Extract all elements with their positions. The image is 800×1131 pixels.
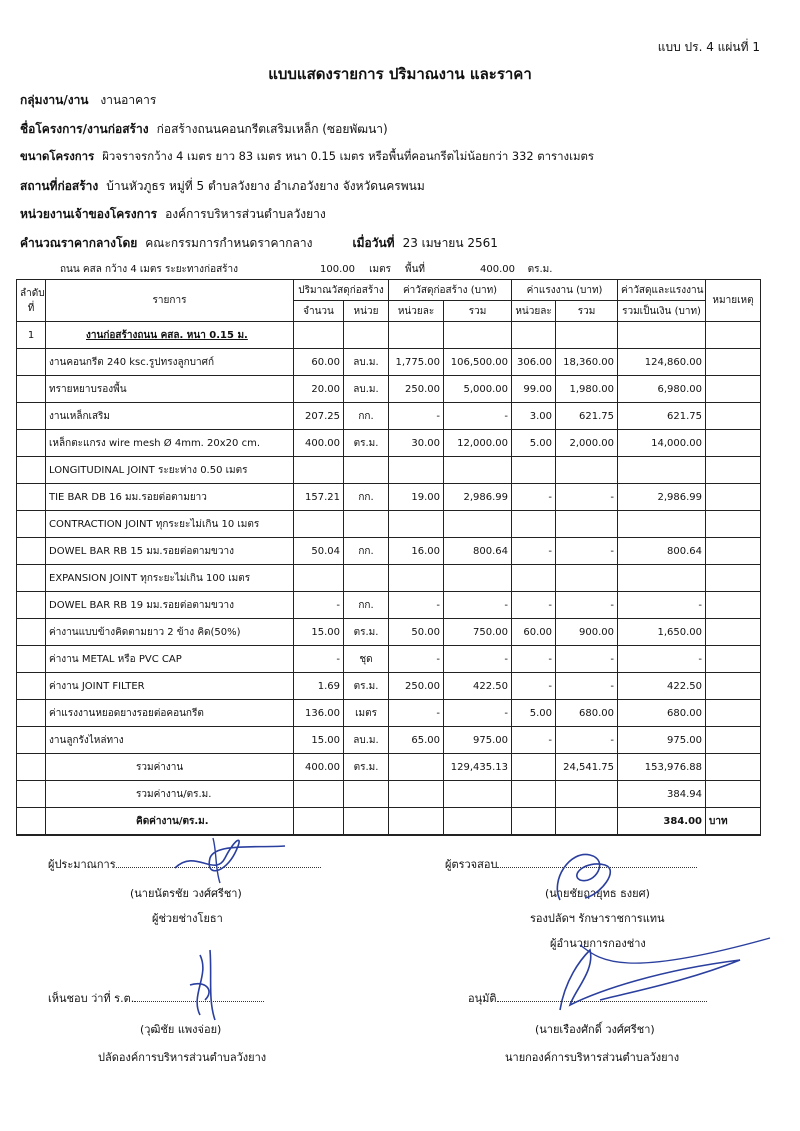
total-row-mat-sum: 129,435.13 — [444, 754, 512, 781]
row-lab-unit: 99.00 — [512, 376, 556, 403]
row-mat-unit: - — [389, 592, 444, 619]
total-row — [17, 754, 761, 781]
per-sqm-label: รวมค่างาน/ตร.ม. — [46, 781, 294, 808]
row-mat-sum: - — [444, 646, 512, 673]
th-item: รายการ — [46, 280, 294, 322]
header-owner-label: หน่วยงานเจ้าของโครงการ — [20, 207, 158, 221]
row-unit: ลบ.ม. — [344, 349, 389, 376]
row-remark — [706, 565, 761, 592]
table-row — [17, 430, 761, 457]
subheader-area: 400.00 — [480, 264, 515, 275]
row-no-cell — [17, 619, 46, 646]
row-total: - — [618, 592, 706, 619]
row-lab-unit — [512, 565, 556, 592]
row-unit: เมตร — [344, 700, 389, 727]
header-size — [20, 148, 594, 166]
handwritten-signature-checker — [540, 840, 630, 910]
row-lab-sum: - — [556, 484, 618, 511]
row-mat-sum: 422.50 — [444, 673, 512, 700]
sig-estimator-name: (นายนัตรชัย วงศ์ศรีชา) — [130, 887, 242, 900]
header-project-label: ชื่อโครงการ/งานก่อสร้าง — [20, 122, 149, 136]
row-total: 422.50 — [618, 673, 706, 700]
row-lab-unit: 60.00 — [512, 619, 556, 646]
th-remark: หมายเหตุ — [706, 280, 761, 322]
row-qty: 15.00 — [294, 727, 344, 754]
row-unit: กก. — [344, 403, 389, 430]
sig-checker-position2: ผู้อำนวยการกองช่าง — [550, 937, 646, 950]
row-no-cell — [17, 565, 46, 592]
section-row — [17, 322, 761, 349]
row-mat-sum: 750.00 — [444, 619, 512, 646]
row-qty: 400.00 — [294, 430, 344, 457]
row-item: LONGITUDINAL JOINT ระยะห่าง 0.50 เมตร — [46, 457, 294, 484]
row-lab-unit: 306.00 — [512, 349, 556, 376]
row-mat-sum — [444, 565, 512, 592]
form-number: แบบ ปร. 4 แผ่นที่ 1 — [657, 40, 760, 54]
row-total: 6,980.00 — [618, 376, 706, 403]
th-labor-unit-price: หน่วยละ — [512, 301, 556, 322]
row-lab-unit: 5.00 — [512, 430, 556, 457]
th-material-cost: ค่าวัสดุก่อสร้าง (บาท) — [389, 280, 512, 301]
total-row-label: รวมค่างาน — [46, 754, 294, 781]
subheader-area-label: พื้นที่ — [405, 264, 426, 275]
row-no-cell — [17, 511, 46, 538]
table-row — [17, 457, 761, 484]
row-lab-sum: - — [556, 592, 618, 619]
row-item: DOWEL BAR RB 19 มม.รอยต่อตามขวาง — [46, 592, 294, 619]
th-sum: รวม — [444, 301, 512, 322]
subheader — [60, 262, 565, 277]
section-no: 1 — [17, 322, 46, 349]
header-estimator-label: คำนวณราคากลางโดย — [20, 236, 138, 250]
subheader-area-unit: ตร.ม. — [527, 264, 553, 275]
header-location-label: สถานที่ก่อสร้าง — [20, 179, 99, 193]
table-row — [17, 511, 761, 538]
row-unit: ลบ.ม. — [344, 727, 389, 754]
th-material-qty: ปริมาณวัสดุก่อสร้าง — [294, 280, 389, 301]
row-mat-sum: - — [444, 700, 512, 727]
subheader-road: ถนน คสล กว้าง 4 เมตร ระยะทางก่อสร้าง — [60, 264, 239, 275]
row-no-cell — [17, 592, 46, 619]
row-remark — [706, 592, 761, 619]
total-row-lab-sum: 24,541.75 — [556, 754, 618, 781]
row-mat-unit: 16.00 — [389, 538, 444, 565]
sig-estimator-position: ผู้ช่วยช่างโยธา — [152, 912, 223, 925]
final-total: 384.00 — [618, 808, 706, 836]
row-total — [618, 511, 706, 538]
row-lab-sum: - — [556, 646, 618, 673]
header-estimator-value: คณะกรรมการกำหนดราคากลาง — [145, 236, 313, 250]
row-qty: 136.00 — [294, 700, 344, 727]
subheader-length-unit: เมตร — [369, 264, 391, 275]
header-group — [20, 91, 156, 110]
row-total: 14,000.00 — [618, 430, 706, 457]
row-lab-unit: - — [512, 592, 556, 619]
row-lab-sum: - — [556, 727, 618, 754]
row-remark — [706, 457, 761, 484]
row-item: เหล็กตะแกรง wire mesh Ø 4mm. 20x20 cm. — [46, 430, 294, 457]
row-no-cell — [17, 727, 46, 754]
row-lab-sum: 2,000.00 — [556, 430, 618, 457]
row-remark — [706, 430, 761, 457]
row-mat-sum: 800.64 — [444, 538, 512, 565]
row-mat-sum: - — [444, 592, 512, 619]
header-size-label: ขนาดโครงการ — [20, 149, 95, 163]
row-lab-sum — [556, 511, 618, 538]
row-qty: 50.04 — [294, 538, 344, 565]
row-item: TIE BAR DB 16 มม.รอยต่อตามยาว — [46, 484, 294, 511]
row-total — [618, 565, 706, 592]
row-mat-sum — [444, 457, 512, 484]
row-mat-unit — [389, 457, 444, 484]
row-total: 621.75 — [618, 403, 706, 430]
row-no-cell — [17, 457, 46, 484]
table-row — [17, 619, 761, 646]
th-unit-price: หน่วยละ — [389, 301, 444, 322]
row-remark — [706, 646, 761, 673]
table-row — [17, 565, 761, 592]
row-item: DOWEL BAR RB 15 มม.รอยต่อตามขวาง — [46, 538, 294, 565]
row-item: งานลูกรังไหล่ทาง — [46, 727, 294, 754]
row-mat-unit: 65.00 — [389, 727, 444, 754]
row-no-cell — [17, 376, 46, 403]
row-lab-sum: - — [556, 673, 618, 700]
th-total-cost: ค่าวัสดุและแรงงาน — [618, 280, 706, 301]
header-owner-value: องค์การบริหารส่วนตำบลวังยาง — [165, 207, 326, 221]
row-unit: ชุด — [344, 646, 389, 673]
row-no-cell — [17, 700, 46, 727]
row-total: - — [618, 646, 706, 673]
sig-estimator-label: ผู้ประมาณการ — [48, 858, 116, 871]
row-lab-sum: 18,360.00 — [556, 349, 618, 376]
row-unit — [344, 565, 389, 592]
row-no-cell — [17, 430, 46, 457]
row-qty: 1.69 — [294, 673, 344, 700]
row-qty — [294, 457, 344, 484]
th-labor-cost: ค่าแรงงาน (บาท) — [512, 280, 618, 301]
total-row-qty: 400.00 — [294, 754, 344, 781]
row-lab-unit: - — [512, 646, 556, 673]
row-unit: ตร.ม. — [344, 430, 389, 457]
row-mat-sum: 5,000.00 — [444, 376, 512, 403]
row-remark — [706, 700, 761, 727]
header-date-label: เมื่อวันที่ — [352, 236, 395, 250]
row-qty: - — [294, 646, 344, 673]
row-lab-sum — [556, 457, 618, 484]
row-no-cell — [17, 484, 46, 511]
sig-approver-position: นายกองค์การบริหารส่วนตำบลวังยาง — [505, 1051, 680, 1064]
header-group-label: กลุ่มงาน/งาน — [20, 93, 89, 107]
row-lab-unit — [512, 457, 556, 484]
boq-table — [16, 279, 761, 836]
table-row — [17, 673, 761, 700]
row-item: ค่างานแบบข้างคิดตามยาว 2 ข้าง คิด(50%) — [46, 619, 294, 646]
row-remark — [706, 619, 761, 646]
table-row — [17, 646, 761, 673]
row-qty: - — [294, 592, 344, 619]
row-lab-sum — [556, 565, 618, 592]
row-unit: กก. — [344, 484, 389, 511]
row-no-cell — [17, 403, 46, 430]
row-lab-unit: 5.00 — [512, 700, 556, 727]
row-item: ค่างาน METAL หรือ PVC CAP — [46, 646, 294, 673]
th-unit: หน่วย — [344, 301, 389, 322]
row-mat-unit: 1,775.00 — [389, 349, 444, 376]
row-qty — [294, 511, 344, 538]
sig-approver-label: อนุมัติ — [468, 992, 497, 1005]
handwritten-signature-approver — [540, 930, 780, 1020]
row-mat-unit: 250.00 — [389, 673, 444, 700]
row-no-cell — [17, 538, 46, 565]
final-unit: บาท — [706, 808, 761, 836]
row-remark — [706, 673, 761, 700]
row-item: งานคอนกรีต 240 ksc.รูปทรงลูกบาศก์ — [46, 349, 294, 376]
row-mat-unit: 30.00 — [389, 430, 444, 457]
row-no-cell — [17, 646, 46, 673]
row-mat-unit — [389, 511, 444, 538]
row-qty: 20.00 — [294, 376, 344, 403]
row-qty: 157.21 — [294, 484, 344, 511]
row-lab-sum: 680.00 — [556, 700, 618, 727]
row-mat-sum: 2,986.99 — [444, 484, 512, 511]
table-row — [17, 700, 761, 727]
final-label: คิดค่างาน/ตร.ม. — [46, 808, 294, 836]
row-unit: ตร.ม. — [344, 673, 389, 700]
row-unit: ตร.ม. — [344, 619, 389, 646]
row-mat-unit: 19.00 — [389, 484, 444, 511]
row-remark — [706, 538, 761, 565]
row-remark — [706, 484, 761, 511]
row-item: ค่างาน JOINT FILTER — [46, 673, 294, 700]
row-remark — [706, 376, 761, 403]
row-total: 680.00 — [618, 700, 706, 727]
sig-checker-name: (นายชัยฤายุทธ ธงยศ) — [545, 887, 650, 900]
row-remark — [706, 511, 761, 538]
row-mat-sum: - — [444, 403, 512, 430]
row-lab-unit: 3.00 — [512, 403, 556, 430]
row-mat-sum: 12,000.00 — [444, 430, 512, 457]
row-item: งานเหล็กเสริม — [46, 403, 294, 430]
sig-approver-view-label: เห็นชอบ ว่าที่ ร.ต. — [48, 992, 135, 1005]
row-total: 124,860.00 — [618, 349, 706, 376]
row-lab-sum: - — [556, 538, 618, 565]
document-title: แบบแสดงรายการ ปริมาณงาน และราคา — [268, 65, 532, 83]
sig-checker-position: รองปลัดฯ รักษาราชการแทน — [530, 912, 665, 925]
row-mat-unit: - — [389, 646, 444, 673]
sig-approver-view-name: (วุฒิชัย แพงจ่อย) — [140, 1023, 222, 1036]
th-total-money: รวมเป็นเงิน (บาท) — [618, 301, 706, 322]
row-mat-unit: - — [389, 700, 444, 727]
total-row-total: 153,976.88 — [618, 754, 706, 781]
header-project — [20, 120, 388, 139]
row-unit: กก. — [344, 592, 389, 619]
total-row-unit: ตร.ม. — [344, 754, 389, 781]
table-row — [17, 592, 761, 619]
row-qty: 207.25 — [294, 403, 344, 430]
row-mat-unit — [389, 565, 444, 592]
row-total: 800.64 — [618, 538, 706, 565]
row-remark — [706, 403, 761, 430]
header-size-value: ผิวจราจรกว้าง 4 เมตร ยาว 83 เมตร หนา 0.15 เมตร หรือพื้นที่คอนกรีตไม่น้อยกว่า 332 ตารางเมตร — [102, 149, 595, 163]
header-owner — [20, 205, 326, 224]
per-sqm-total: 384.94 — [618, 781, 706, 808]
row-qty: 15.00 — [294, 619, 344, 646]
row-lab-unit — [512, 511, 556, 538]
row-unit: ลบ.ม. — [344, 376, 389, 403]
table-row — [17, 376, 761, 403]
row-lab-unit: - — [512, 538, 556, 565]
header-location-value: บ้านหัวภูธร หมู่ที่ 5 ตำบลวังยาง อำเภอวังยาง จังหวัดนครพนม — [106, 179, 425, 193]
header-group-value: งานอาคาร — [100, 93, 157, 107]
row-mat-unit: 50.00 — [389, 619, 444, 646]
table-row — [17, 538, 761, 565]
header-location — [20, 177, 425, 196]
row-lab-sum: 900.00 — [556, 619, 618, 646]
final-row — [17, 808, 761, 836]
table-row — [17, 403, 761, 430]
header-project-value: ก่อสร้างถนนคอนกรีตเสริมเหล็ก (ซอยพัฒนา) — [156, 122, 388, 136]
row-lab-sum: 1,980.00 — [556, 376, 618, 403]
row-mat-sum — [444, 511, 512, 538]
row-unit — [344, 511, 389, 538]
sig-approver-name: (นายเรืองศักดิ์ วงศ์ศรีชา) — [535, 1023, 655, 1036]
row-remark — [706, 727, 761, 754]
row-no-cell — [17, 349, 46, 376]
th-qty: จำนวน — [294, 301, 344, 322]
sig-checker-label: ผู้ตรวจสอบ — [445, 858, 498, 871]
th-labor-sum: รวม — [556, 301, 618, 322]
section-name: งานก่อสร้างถนน คสล. หนา 0.15 ม. — [46, 322, 294, 349]
row-mat-unit: - — [389, 403, 444, 430]
row-mat-sum: 106,500.00 — [444, 349, 512, 376]
subheader-length: 100.00 — [320, 264, 355, 275]
row-item: ค่าแรงงานหยอดยางรอยต่อคอนกรีต — [46, 700, 294, 727]
th-no: ลำดับที่ — [17, 280, 46, 322]
row-item: CONTRACTION JOINT ทุกระยะไม่เกิน 10 เมตร — [46, 511, 294, 538]
table-row — [17, 349, 761, 376]
row-qty: 60.00 — [294, 349, 344, 376]
row-lab-unit: - — [512, 673, 556, 700]
row-unit: กก. — [344, 538, 389, 565]
row-item: EXPANSION JOINT ทุกระยะไม่เกิน 100 เมตร — [46, 565, 294, 592]
row-total — [618, 457, 706, 484]
handwritten-signature-approver-view — [170, 945, 250, 1025]
header-estimator — [20, 234, 498, 253]
row-unit — [344, 457, 389, 484]
row-no-cell — [17, 673, 46, 700]
row-qty — [294, 565, 344, 592]
table-row — [17, 484, 761, 511]
handwritten-signature-estimator — [165, 828, 295, 888]
row-mat-unit: 250.00 — [389, 376, 444, 403]
per-sqm-row — [17, 781, 761, 808]
row-total: 2,986.99 — [618, 484, 706, 511]
sig-approver-view-position: ปลัดองค์การบริหารส่วนตำบลวังยาง — [98, 1051, 267, 1064]
row-total: 975.00 — [618, 727, 706, 754]
row-mat-sum: 975.00 — [444, 727, 512, 754]
row-lab-sum: 621.75 — [556, 403, 618, 430]
table-row — [17, 727, 761, 754]
row-lab-unit: - — [512, 484, 556, 511]
row-lab-unit: - — [512, 727, 556, 754]
header-date-value: 23 เมษายน 2561 — [402, 236, 498, 250]
row-item: ทรายหยาบรองพื้น — [46, 376, 294, 403]
row-remark — [706, 349, 761, 376]
row-total: 1,650.00 — [618, 619, 706, 646]
